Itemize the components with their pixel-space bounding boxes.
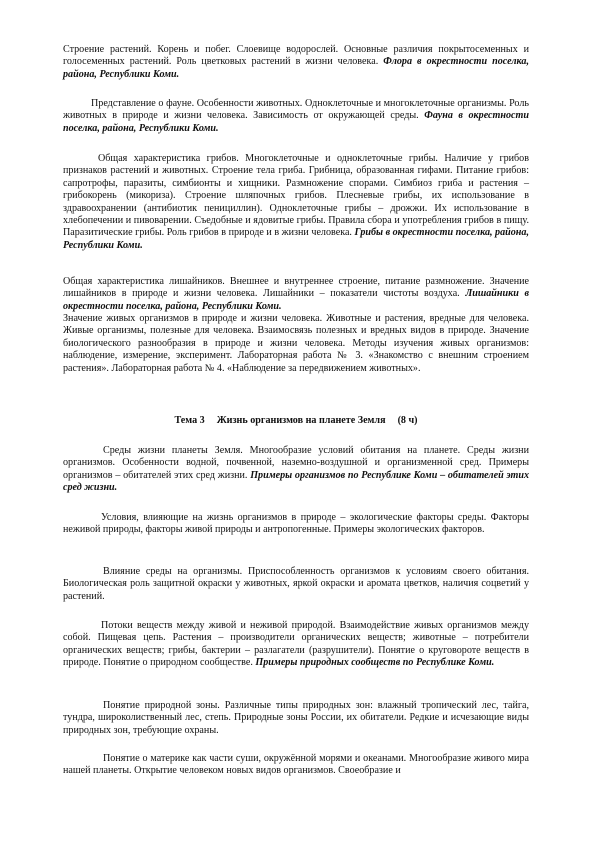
paragraph-text: Значение живых организмов в природе и жизни человека. Животные и растения, вредные для человека. Живые организмы, полезные для человека. Взаимосвязь полезных и вредных видов в природе. Значение биологического разнообразия в природе и жизни человека. Методы изучения живых организмов: наблюдение, измерение, эксперимент. Лабораторная работа № 3. «Знакомство с внешним строением растения». Лабораторная работа № 4. «Наблюдение за передвижением животных».	[63, 313, 529, 374]
heading-title: Жизнь организмов на планете Земля	[216, 415, 386, 426]
paragraph-fungi	[63, 153, 529, 252]
section-heading	[63, 415, 529, 427]
paragraph-matter-flows	[63, 620, 529, 670]
regional-note: Фауна в окрестности поселка, района, Республики Коми.	[63, 110, 529, 134]
regional-note: Грибы в окрестности поселка, района, Республики Коми.	[63, 227, 529, 251]
paragraph-fauna	[63, 98, 529, 135]
paragraph-text: Условия, влияющие на жизнь организмов в природе – экологические факторы среды. Факторы неживой природы, факторы живой природы и антропогенные. Примеры экологических факторов.	[63, 512, 529, 536]
paragraph-text: Понятие природной зоны. Различные типы природных зон: влажный тропический лес, тайга, тундра, широколиственный лес, степь. Природные зоны России, их обитатели. Редкие и исчезающие виды природных зон, требующие охраны.	[63, 700, 529, 736]
paragraph-plant-structure	[63, 44, 529, 81]
paragraph-text: Общая характеристика лишайников. Внешнее и внутреннее строение, питание размножение. Значение лишайников в природе и жизни человека. Лишайники – показатели чистоты воздуха.	[63, 276, 529, 300]
paragraph-text: Среды жизни планеты Земля. Многообразие условий обитания на планете. Среды жизни организмов. Особенности водной, почвенной, наземно-воздушной и организменной сред. Примеры организмов – обитателей этих сред жизни.	[63, 445, 529, 481]
heading-hours: (8 ч)	[397, 415, 418, 426]
paragraph-text: Потоки веществ между живой и неживой природой. Взаимодействие живых организмов между собой. Пищевая цепь. Растения – производители органических веществ; животные – потребители органических веществ; грибы, бактерии – разлагатели (разрушители). Понятие о круговороте веществ в природе. Понятие о природном сообществе.	[63, 620, 529, 669]
paragraph-text: Влияние среды на организмы. Приспособленность организмов к условиям своего обитания. Биологическая роль защитной окраски у животных, яркой окраски и аромата цветков, наличия соцветий у растений.	[63, 566, 529, 602]
paragraph-ecological-factors	[63, 512, 529, 537]
paragraph-adaptation	[63, 566, 529, 603]
regional-note: Флора в окрестности поселка, района, Республики Коми.	[63, 56, 529, 80]
paragraph-text: Понятие о материке как части суши, окружённой морями и океанами. Многообразие живого мира нашей планеты. Открытие человеком новых видов организмов. Своеобразие и	[63, 753, 529, 777]
paragraph-living-organisms	[63, 313, 529, 375]
heading-topic: Тема 3	[174, 415, 205, 426]
paragraph-natural-zones	[63, 700, 529, 737]
paragraph-text: Общая характеристика грибов. Многоклеточные и одноклеточные грибы. Наличие у грибов признаков растений и животных. Строение тела гриба. Грибница, образованная гифами. Питание грибов: сапротрофы, паразиты, симбионты и хищники. Размножение спорами. Симбиоз гриба и растения – грибокорень (микориза). Строение шляпочных грибов. Плесневые грибы, их использование в здравоохранении (антибиотик пенициллин). Одноклеточные грибы – дрожжи. Их использование в хлебопечении и пивоварении. Съедобные и ядовитые грибы. Правила сбора и употребления грибов в пищу. Паразитические грибы. Роль грибов в природе и в жизни человека.	[63, 153, 529, 239]
regional-note: Лишайники в окрестности поселка, района, Республики Коми.	[63, 288, 529, 312]
paragraph-habitats	[63, 445, 529, 495]
paragraph-lichens	[63, 276, 529, 313]
paragraph-continents	[63, 753, 529, 778]
regional-note: Примеры организмов по Республике Коми – обитателей этих сред жизни.	[63, 469, 530, 494]
paragraph-text: Строение растений. Корень и побег. Слоевище водорослей. Основные различия покрытосеменных и голосеменных растений. Роль цветковых растений в жизни человека.	[63, 44, 529, 68]
paragraph-text: Представление о фауне. Особенности животных. Одноклеточные и многоклеточные организмы. Роль животных в природе и жизни человека. Зависимость от окружающей среды.	[63, 98, 529, 122]
regional-note: Примеры природных сообществ по Республике Коми.	[255, 657, 495, 669]
